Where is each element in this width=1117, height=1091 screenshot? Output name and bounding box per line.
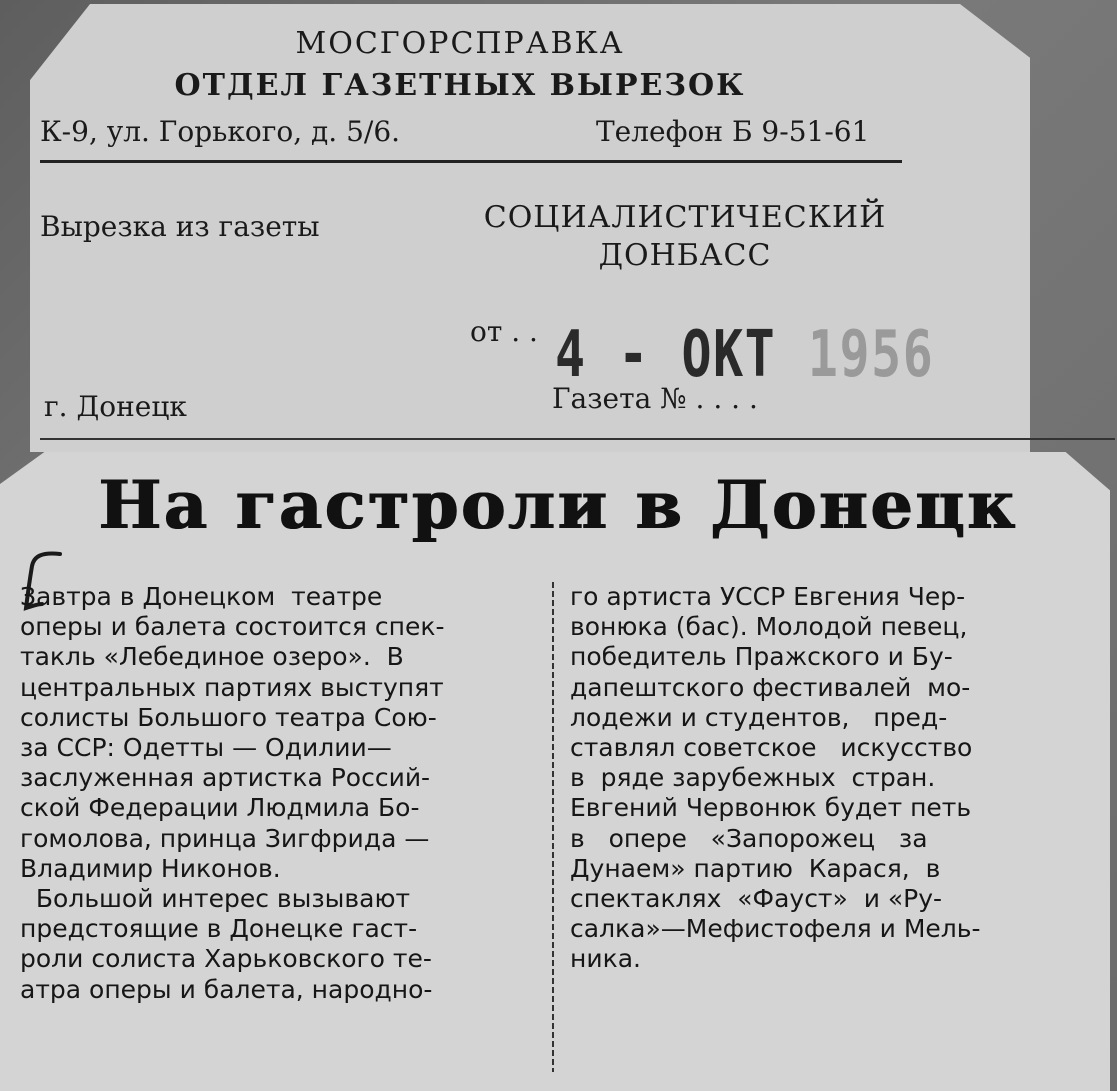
cut-from-label: Вырезка из газеты [40,210,320,243]
city-label: г. Донецк [44,390,187,423]
date-stamp [555,318,934,392]
stamp-year: 1956 [807,318,935,392]
slip-bottom-divider [40,438,1115,440]
agency-address: К-9, ул. Горького, д. 5/6. [40,115,401,148]
stamp-date: 4 - ОКТ [555,318,777,392]
newspaper-number-label: Газета № . . . . [552,382,758,415]
article-column-left: Завтра в Донецком театре оперы и балета состоится спек- такль «Лебединое озеро». В центральных партиях выступят солисты Большого театра Сою- за ССР: Одетты — Одилии— заслуженная артистка Россий- ской Федерации Людмила Бо- гомолова, принца Зигфрида — Владимир Никонов. Большой интерес вызывают предстоящие в Донецке гаст- роли солиста Харьковского те- атра оперы и балета, народно- [20,582,445,1004]
header-divider [40,160,902,163]
column-divider [552,582,554,1072]
agency-phone: Телефон Б 9-51-61 [596,115,870,148]
article-headline: На гастроли в Донецк [98,466,1019,544]
article-column-right: го артиста УССР Евгения Чер- вонюка (бас). Молодой певец, победитель Пражского и Бу- дапештского фестивалей мо- лодежи и студентов, пред- ставлял советское искусство в ряде зарубежных стран. Евгений Червонюк будет петь в опере «Запорожец за Дунаем» партию Карася, в спектаклях «Фауст» и «Ру- салка»—Мефистофеля и Мель- ника. [570,582,981,974]
department-name: ОТДЕЛ ГАЗЕТНЫХ ВЫРЕЗОК [174,68,746,103]
newspaper-name-line1: СОЦИАЛИСТИЧЕСКИЙ [483,200,887,235]
date-from-label: от . . [470,315,538,348]
newspaper-name-line2: ДОНБАСС [598,238,772,273]
agency-name: МОСГОРСПРАВКА [295,26,625,61]
